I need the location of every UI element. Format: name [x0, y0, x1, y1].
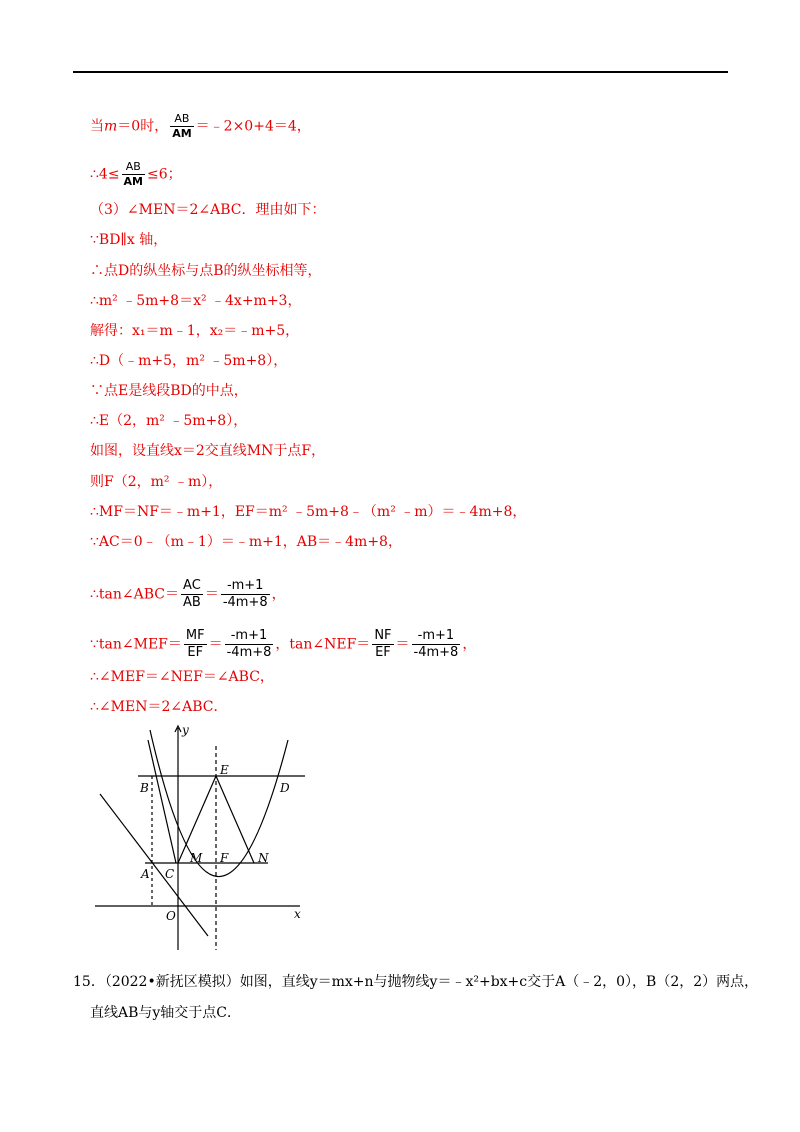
var-m: m	[104, 118, 118, 135]
label-n: N	[258, 851, 269, 865]
frac-den: EF	[187, 645, 204, 660]
frac-num: -m+1	[225, 628, 274, 645]
fraction-value	[412, 628, 461, 661]
fraction-mf-ef	[184, 628, 207, 661]
solution-line-14: ∵AC＝0﹣（m﹣1）＝﹣m+1，AB＝﹣4m+8，	[90, 534, 402, 550]
text: ∵tan∠MEF＝	[90, 636, 182, 653]
question-text: （2022•新抚区模拟）如图，直线y＝mx+n与抛物线y＝﹣x²+bx+c交于A（﹣2，0），B（2，2）两点，	[104, 974, 759, 990]
text: ，tan∠NEF＝	[275, 636, 371, 653]
frac-den: AB	[183, 595, 201, 610]
solution-line-2	[90, 160, 182, 189]
text: ＝	[395, 636, 410, 653]
text: ∴tan∠ABC＝	[90, 586, 179, 603]
label-f: F	[220, 851, 229, 865]
frac-den: -4m+8	[413, 645, 459, 660]
frac-den: AM	[172, 127, 192, 140]
text: ≤6；	[147, 166, 182, 183]
text: ＝	[204, 586, 219, 603]
line-en	[216, 776, 254, 863]
frac-num: -m+1	[221, 578, 270, 595]
question-15-line-2: 直线AB与y轴交于点C．	[90, 1005, 242, 1021]
solution-line-3: （3）∠MEN＝2∠ABC．理由如下：	[90, 202, 326, 218]
text: ∴4≤	[90, 166, 120, 183]
solution-line-17: ∴∠MEF＝∠NEF＝∠ABC，	[90, 669, 274, 685]
solution-line-15	[90, 578, 286, 611]
header-rule	[73, 71, 728, 73]
text: ，	[271, 586, 286, 603]
frac-num: AB	[122, 160, 145, 175]
label-y: y	[182, 723, 189, 737]
frac-num: AC	[181, 578, 203, 595]
label-e: E	[220, 763, 229, 777]
frac-num: -m+1	[412, 628, 461, 645]
solution-line-13: ∴MF＝NF＝﹣m+1，EF＝m² ﹣5m+8﹣（m² ﹣m）＝﹣4m+8，	[90, 504, 527, 520]
fraction-nf-ef	[372, 628, 393, 661]
frac-den: -4m+8	[222, 595, 268, 610]
line-through-origin	[100, 794, 208, 936]
fraction-value	[225, 628, 274, 661]
frac-den: EF	[375, 645, 391, 660]
solution-line-1	[90, 112, 311, 141]
fraction-ac-ab	[181, 578, 203, 611]
text: ＝	[208, 636, 223, 653]
frac-den: AM	[123, 175, 144, 188]
frac-den: -4m+8	[226, 645, 272, 660]
solution-line-12: 则F（2，m² ﹣m），	[90, 474, 223, 490]
solution-line-16	[90, 628, 476, 661]
text: 当	[90, 118, 104, 135]
fraction-value	[221, 578, 270, 611]
solution-line-11: 如图，设直线x＝2交直线MN于点F，	[90, 443, 326, 459]
text: ＝0时，	[117, 118, 169, 135]
frac-num: MF	[185, 628, 205, 643]
label-o: O	[166, 909, 176, 923]
solution-line-7: 解得：x₁＝m﹣1，x₂＝﹣m+5，	[90, 323, 300, 339]
question-15-line-1	[73, 971, 758, 993]
line-em	[178, 776, 216, 863]
solution-line-8: ∴D（﹣m+5，m² ﹣5m+8），	[90, 353, 288, 369]
solution-line-6: ∴m² ﹣5m+8＝x² ﹣4x+m+3，	[90, 293, 302, 309]
label-m: M	[190, 851, 203, 865]
solution-line-9: ∵点E是线段BD的中点，	[90, 383, 248, 399]
frac-num: NF	[374, 628, 392, 643]
label-d: D	[280, 781, 290, 795]
label-b: B	[140, 781, 149, 795]
label-a: A	[141, 867, 150, 881]
label-x: x	[294, 907, 301, 921]
text: ，	[462, 636, 477, 653]
solution-line-18: ∴∠MEN＝2∠ABC．	[90, 699, 228, 715]
label-c: C	[165, 867, 175, 881]
fraction-ab-am	[122, 160, 145, 189]
question-number: 15．	[73, 974, 105, 990]
solution-line-4: ∵BD∥x 轴，	[90, 232, 168, 248]
solution-line-10: ∴E（2，m² ﹣5m+8），	[90, 413, 248, 429]
fraction-ab-am	[170, 112, 193, 141]
text: ＝﹣2×0+4＝4，	[195, 118, 311, 135]
coordinate-figure	[90, 718, 320, 953]
solution-line-5: ∴点D的纵坐标与点B的纵坐标相等，	[90, 263, 322, 279]
frac-num: AB	[170, 112, 193, 127]
